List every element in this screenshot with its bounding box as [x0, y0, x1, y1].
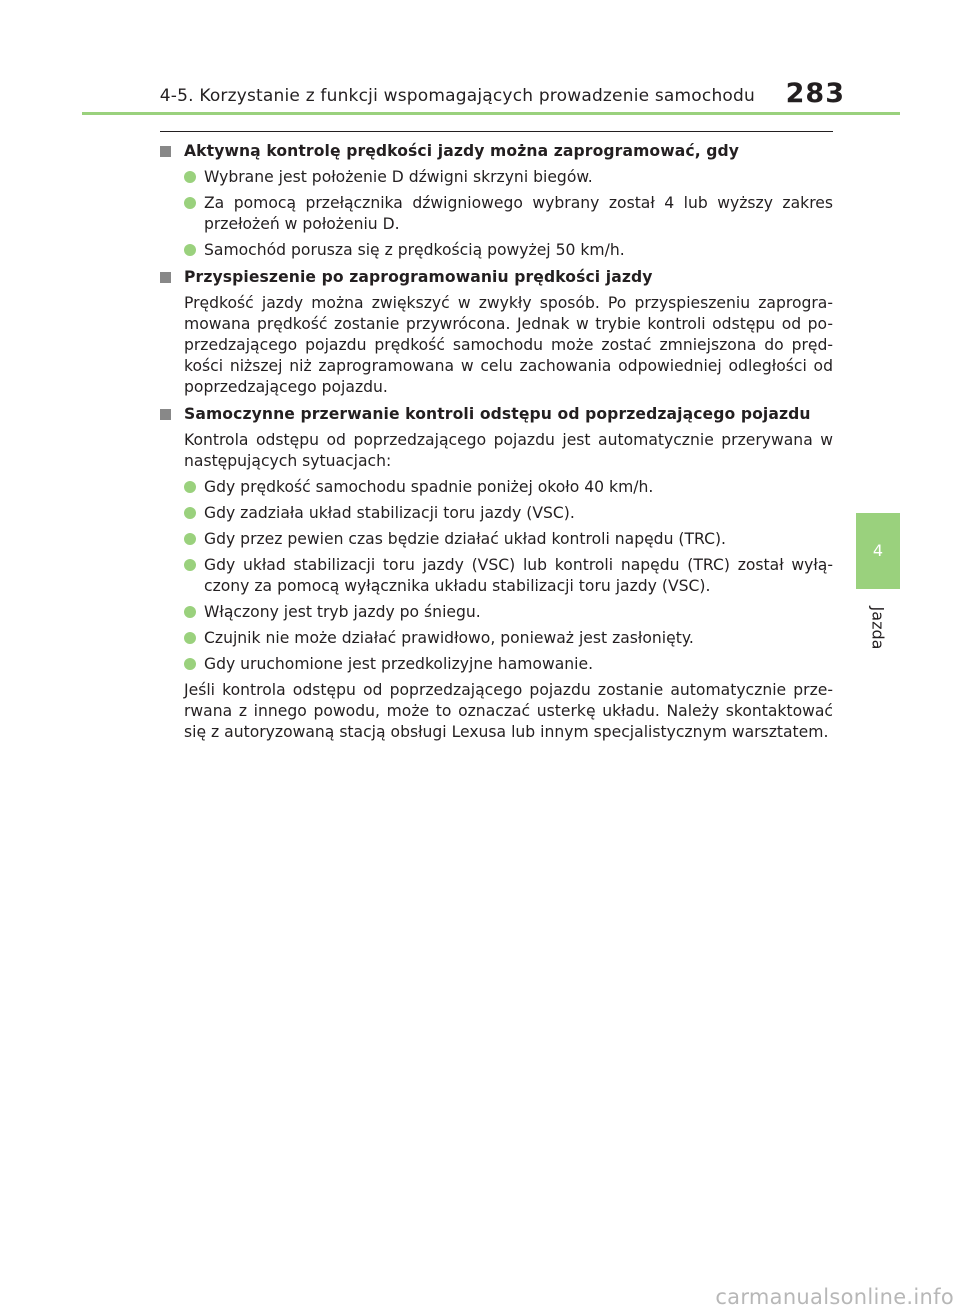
round-bullet-icon	[184, 606, 196, 618]
chapter-tab-label-text: Jazda	[868, 606, 888, 650]
chapter-tab-label	[852, 598, 904, 658]
list-item-text: Włączony jest tryb jazdy po śniegu.	[204, 603, 481, 621]
content-top-rule	[160, 131, 833, 132]
list-item	[160, 503, 833, 524]
section-heading-text: Przyspieszenie po zaprogramowaniu prędkości jazdy	[184, 268, 653, 286]
list-item-text: Samochód porusza się z prędkością powyżej 50 km/h.	[204, 241, 625, 259]
round-bullet-icon	[184, 197, 196, 209]
round-bullet-icon	[184, 171, 196, 183]
page-header	[0, 0, 960, 112]
paragraph-intro: Kontrola odstępu od poprzedzającego pojazdu jest automatycznie przerywana w następujących sytuacjach:	[184, 431, 833, 470]
list-item-text: Gdy uruchomione jest przedkolizyjne hamowanie.	[204, 655, 594, 673]
square-bullet-icon	[160, 272, 171, 283]
page-number: 283	[785, 78, 845, 109]
round-bullet-icon	[184, 632, 196, 644]
list-item	[160, 628, 833, 649]
list-item-text: Za pomocą przełącznika dźwigniowego wybrany został 4 lub wyższy zakres przełożeń w położeniu D.	[204, 194, 833, 233]
list-item-text: Gdy prędkość samochodu spadnie poniżej około 40 km/h.	[204, 478, 654, 496]
chapter-title: 4-5. Korzystanie z funkcji wspomagających prowadzenie samochodu	[159, 86, 755, 106]
round-bullet-icon	[184, 244, 196, 256]
list-item-text: Gdy zadziała układ stabilizacji toru jazdy (VSC).	[204, 504, 575, 522]
watermark: carmanualsonline.info	[715, 1285, 954, 1309]
paragraph-closing: Jeśli kontrola odstępu od poprzedzającego pojazdu zostanie automatycznie prze-rwana z innego powodu, może to oznaczać usterkę układu. Należy skontaktować się z autoryzowaną stacją obsługi Lexusa lub innym specjalistycznym warsztatem.	[184, 681, 833, 741]
chapter-tab-number: 4	[872, 541, 884, 560]
list-item	[160, 654, 833, 675]
list-item	[160, 167, 833, 188]
list-item	[160, 477, 833, 498]
main-content	[160, 141, 833, 743]
list-item-text: Gdy przez pewien czas będzie działać układ kontroli napędu (TRC).	[204, 530, 727, 548]
list-item	[160, 529, 833, 550]
round-bullet-icon	[184, 481, 196, 493]
list-item-text: Gdy układ stabilizacji toru jazdy (VSC) lub kontroli napędu (TRC) został wyłą-czony za pomocą wyłącznika układu stabilizacji toru jazdy (VSC).	[204, 556, 833, 595]
round-bullet-icon	[184, 507, 196, 519]
square-bullet-icon	[160, 146, 171, 157]
square-bullet-icon	[160, 409, 171, 420]
list-item	[160, 555, 833, 597]
section-heading	[160, 404, 833, 425]
header-divider	[82, 112, 900, 115]
section-heading	[160, 141, 833, 162]
paragraph: Prędkość jazdy można zwiększyć w zwykły sposób. Po przyspieszeniu zaprogra-mowana prędkość zostanie przywrócona. Jednak w trybie kontroli odstępu od po-przedzającego pojazdu prędkość samochodu może zostać zmniejszona do pręd-kości niższej niż zaprogramowana w celu zachowania odpowiedniej odległości od poprzedzającego pojazdu.	[184, 294, 833, 396]
list-item-text: Wybrane jest położenie D dźwigni skrzyni biegów.	[204, 168, 593, 186]
section-heading	[160, 267, 833, 288]
section-heading-text: Aktywną kontrolę prędkości jazdy można zaprogramować, gdy	[184, 142, 740, 160]
list-item	[160, 240, 833, 261]
chapter-tab[interactable]	[856, 513, 900, 589]
round-bullet-icon	[184, 658, 196, 670]
list-item	[160, 193, 833, 235]
section-heading-text: Samoczynne przerwanie kontroli odstępu od poprzedzającego pojazdu	[184, 405, 811, 423]
round-bullet-icon	[184, 559, 196, 571]
list-item	[160, 602, 833, 623]
list-item-text: Czujnik nie może działać prawidłowo, ponieważ jest zasłonięty.	[204, 629, 694, 647]
round-bullet-icon	[184, 533, 196, 545]
